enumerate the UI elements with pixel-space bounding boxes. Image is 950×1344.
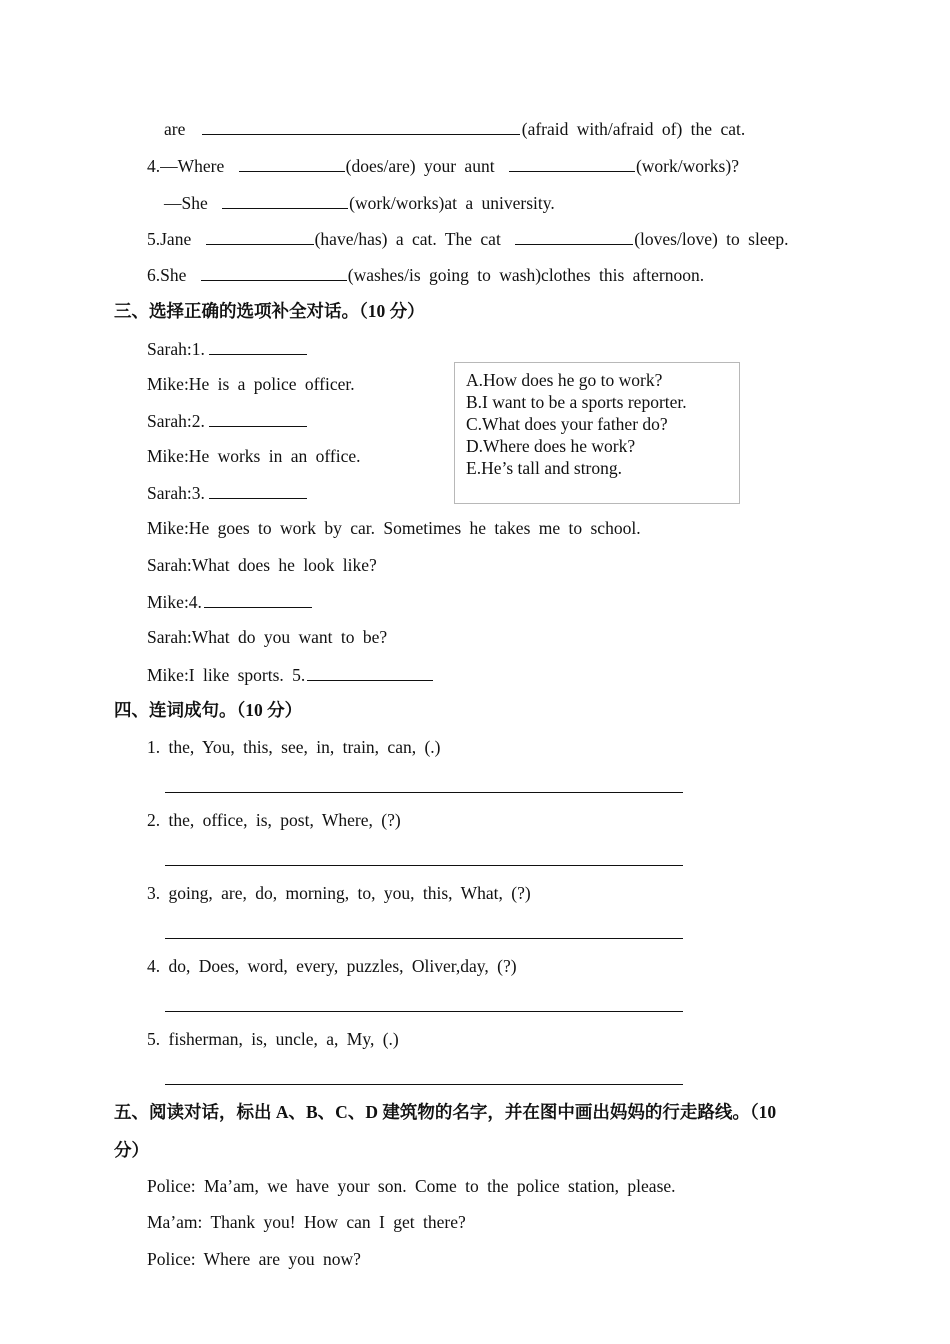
dialogue-line-6: Mike:He goes to work by car. Sometimes he takes me to school. (147, 518, 641, 538)
q4-blank-2[interactable] (509, 154, 635, 172)
option-a: A.How does he go to work? (466, 370, 663, 390)
dialogue-line-4: Mike:He works in an office. (147, 446, 361, 466)
q4-middle: (does/are) your aunt (345, 156, 495, 176)
word-order-item-3: 3. going, are, do, morning, to, you, this, What, (?) (147, 883, 531, 903)
word-order-item-5: 5. fisherman, is, uncle, a, My, (.) (147, 1029, 399, 1049)
q6-prefix: 6.She (147, 265, 187, 285)
answer-line-1[interactable] (165, 792, 683, 793)
dialogue-line-8 (147, 590, 312, 613)
section3-title: 三、选择正确的选项补全对话。（10 分） (114, 301, 425, 321)
answer-line-3[interactable] (165, 938, 683, 939)
police-dialogue-3: Police: Where are you now? (147, 1249, 361, 1269)
section5-title-line-2: 分） (114, 1140, 149, 1160)
q6-blank[interactable] (201, 263, 347, 281)
option-d: D.Where does he work? (466, 436, 636, 456)
dialogue-line-9: Sarah:What do you want to be? (147, 627, 388, 647)
dialogue-text: Sarah:1. (147, 339, 205, 359)
options-box (454, 362, 740, 504)
q3-continued (164, 117, 745, 140)
option-c: C.What does your father do? (466, 414, 668, 434)
q4-question (147, 154, 739, 177)
dialogue-text: Mike:I like sports. 5. (147, 665, 306, 685)
dialogue-blank-3[interactable] (209, 481, 307, 499)
police-dialogue-1: Police: Ma’am, we have your son. Come to the police station, please. (147, 1176, 676, 1196)
q5 (147, 227, 788, 250)
dialogue-line-10 (147, 663, 433, 686)
word-order-item-1: 1. the, You, this, see, in, train, can, (.) (147, 737, 441, 757)
dialogue-blank-5[interactable] (307, 663, 433, 681)
q4-answer (164, 191, 555, 214)
dialogue-blank-1[interactable] (209, 337, 307, 355)
dialogue-text: Mike:4. (147, 592, 202, 612)
q4b-blank[interactable] (222, 191, 348, 209)
option-b: B.I want to be a sports reporter. (466, 392, 687, 412)
dialogue-line-2: Mike:He is a police officer. (147, 374, 355, 394)
dialogue-line-3 (147, 409, 307, 432)
police-dialogue-2: Ma’am: Thank you! How can I get there? (147, 1212, 466, 1232)
q5-blank-1[interactable] (206, 227, 314, 245)
dialogue-blank-2[interactable] (209, 409, 307, 427)
section4-title: 四、连词成句。（10 分） (114, 700, 303, 720)
q5-blank-2[interactable] (515, 227, 633, 245)
q3-suffix: (afraid with/afraid of) the cat. (521, 119, 746, 139)
word-order-item-2: 2. the, office, is, post, Where, (?) (147, 810, 401, 830)
q4-blank-1[interactable] (239, 154, 345, 172)
section5-title-line-1: 五、阅读对话，标出 A、B、C、D 建筑物的名字，并在图中画出妈妈的行走路线。（10 (114, 1102, 777, 1122)
dialogue-line-1 (147, 337, 307, 360)
answer-line-5[interactable] (165, 1084, 683, 1085)
dialogue-text: Sarah:2. (147, 411, 205, 431)
q6 (147, 263, 704, 286)
q6-suffix: (washes/is going to wash)clothes this afternoon. (347, 265, 705, 285)
q5-prefix: 5.Jane (147, 229, 192, 249)
q4b-prefix: —She (164, 193, 208, 213)
dialogue-line-7: Sarah:What does he look like? (147, 555, 377, 575)
answer-line-4[interactable] (165, 1011, 683, 1012)
dialogue-line-5 (147, 481, 307, 504)
q5-suffix: (loves/love) to sleep. (634, 229, 789, 249)
word-order-item-4: 4. do, Does, word, every, puzzles, Oliver,day, (?) (147, 956, 517, 976)
q4b-suffix: (work/works)at a university. (349, 193, 555, 213)
option-e: E.He’s tall and strong. (466, 458, 623, 478)
answer-line-2[interactable] (165, 865, 683, 866)
q3-blank[interactable] (202, 117, 520, 135)
dialogue-blank-4[interactable] (204, 590, 312, 608)
q4-suffix: (work/works)? (635, 156, 739, 176)
q4-prefix: 4.—Where (147, 156, 225, 176)
q3-prefix: are (164, 119, 186, 139)
dialogue-text: Sarah:3. (147, 483, 205, 503)
q5-middle: (have/has) a cat. The cat (314, 229, 501, 249)
